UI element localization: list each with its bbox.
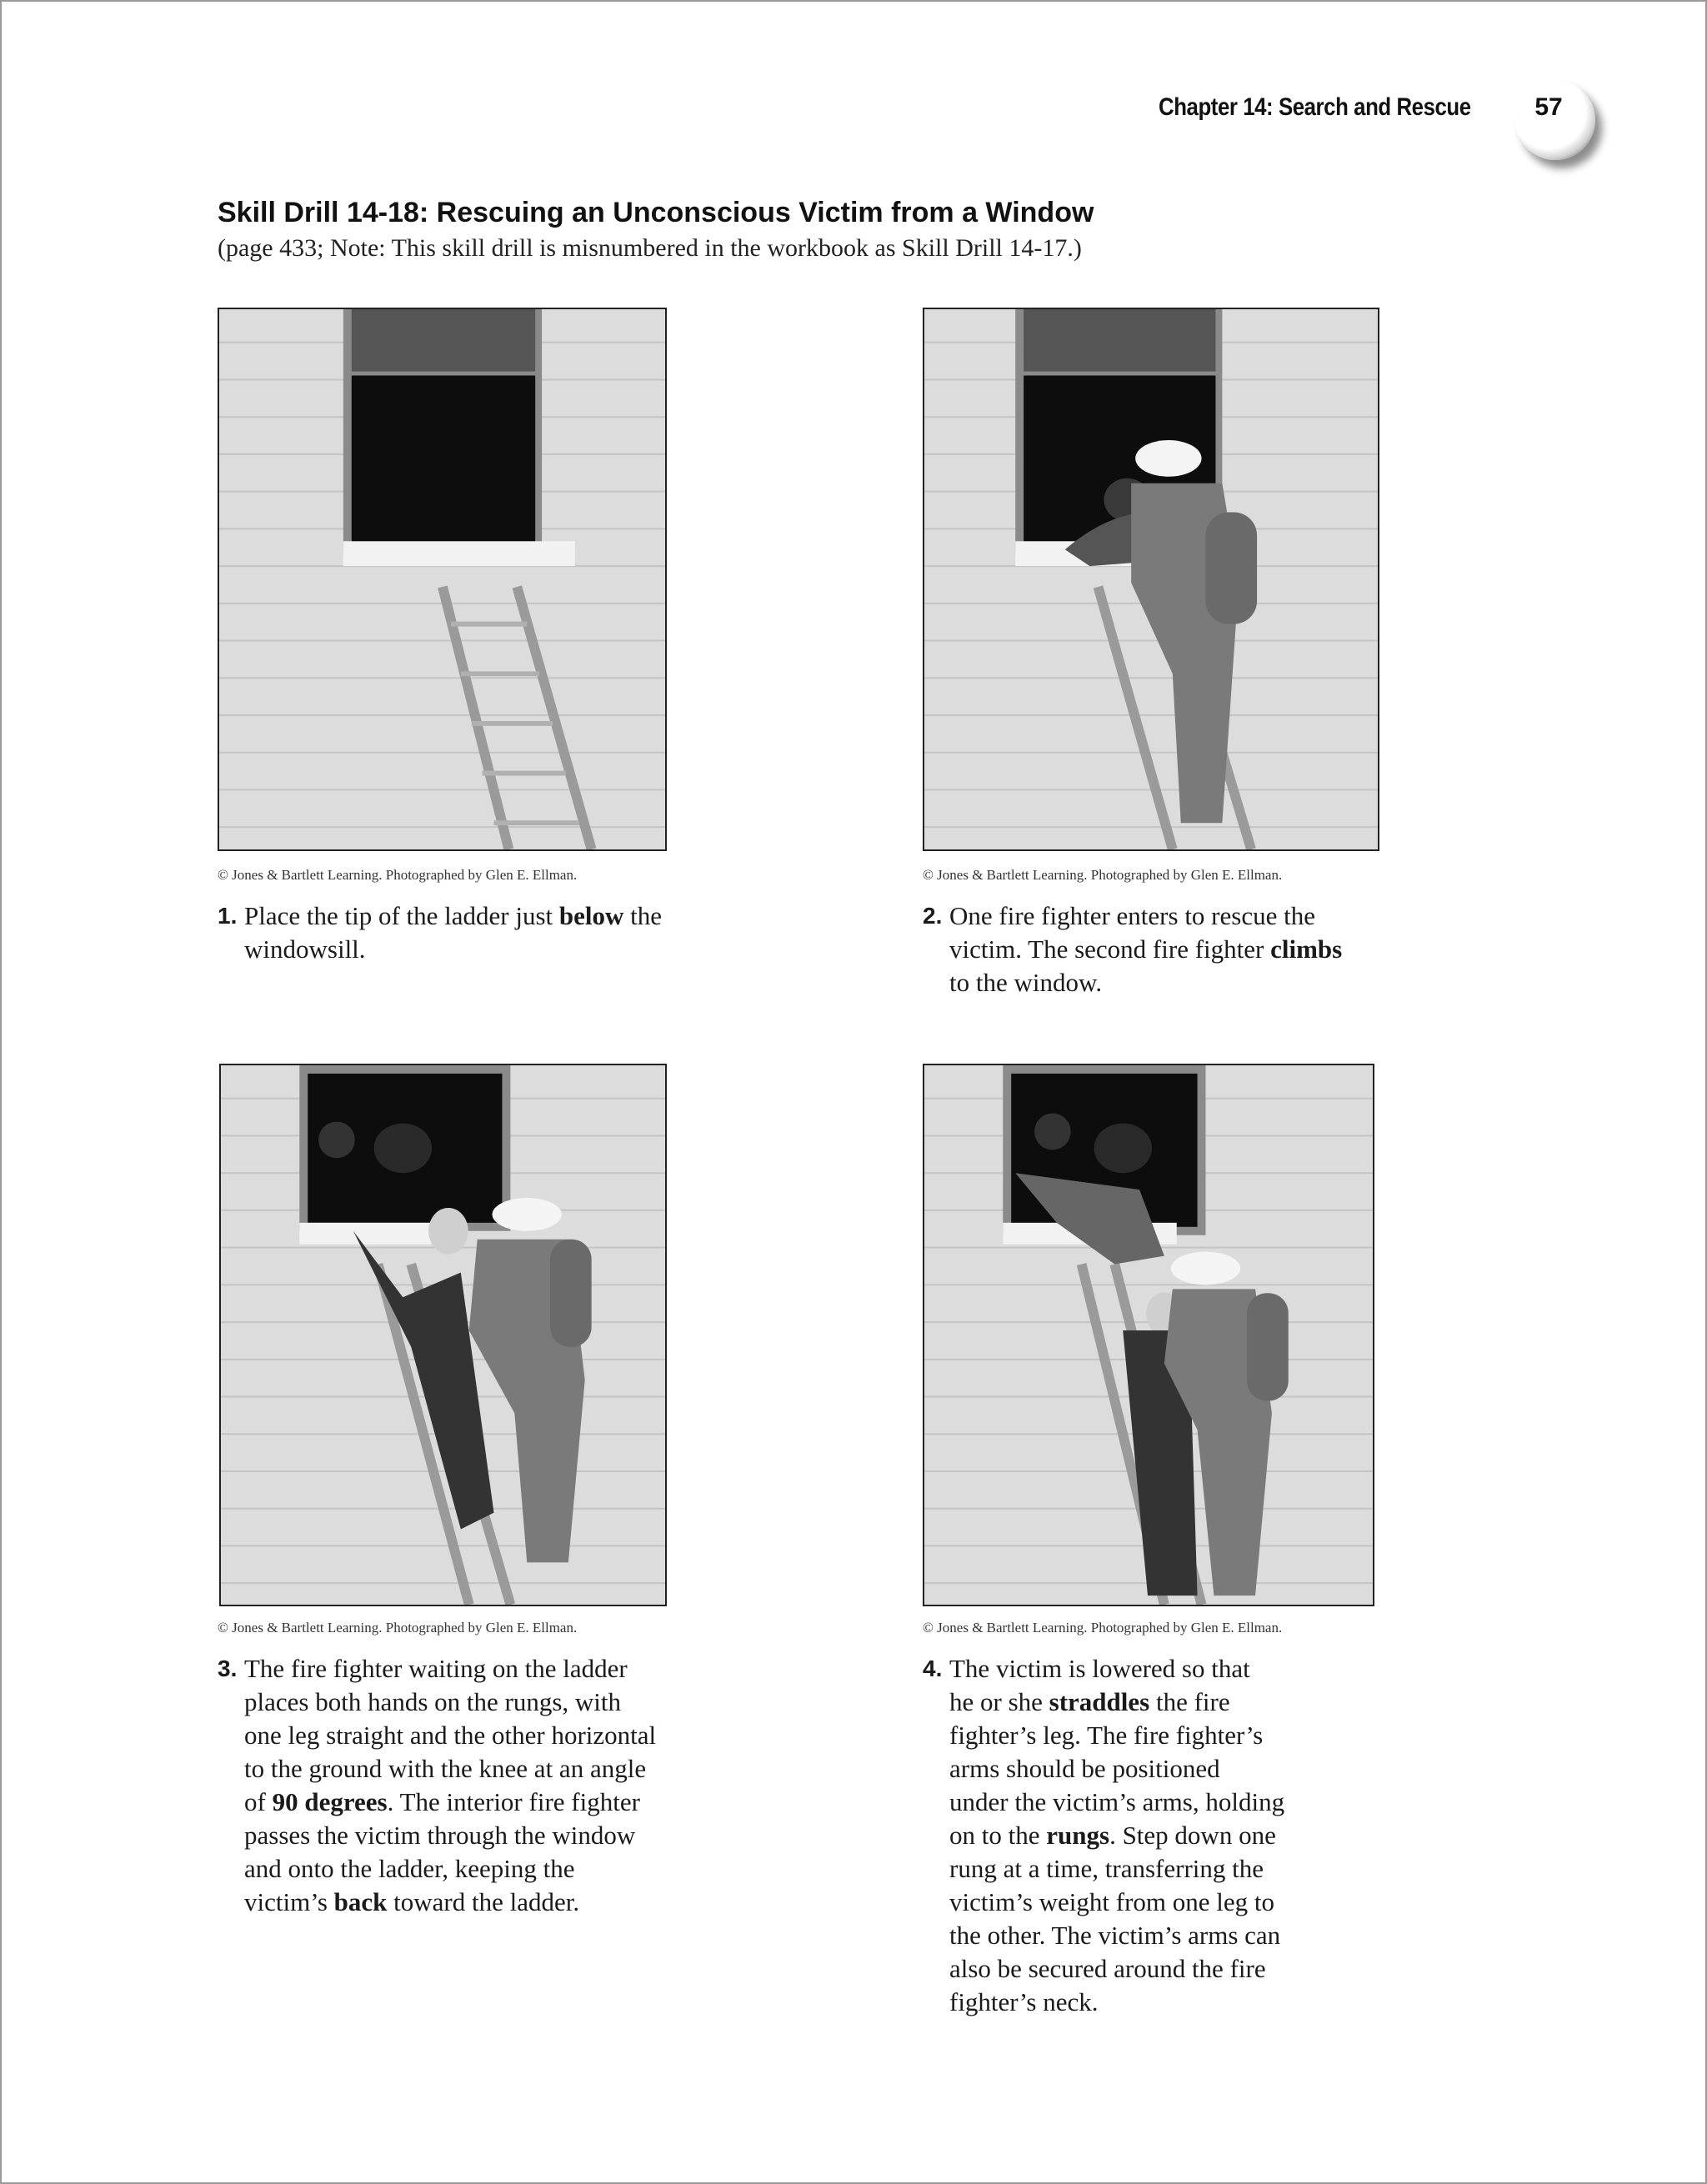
step-text-line — [949, 1952, 1389, 1986]
text-run: to the window. — [949, 968, 1103, 997]
step-text-line — [244, 1752, 718, 1786]
step-2-photo-credit: © Jones & Bartlett Learning. Photographed by Glen E. Ellman. — [923, 867, 1283, 883]
text-run: the fire — [1149, 1687, 1230, 1716]
step-3-photo — [219, 1064, 667, 1606]
emphasized-term: climbs — [1270, 934, 1343, 964]
text-run: passes the victim through the window — [244, 1821, 636, 1850]
step-3-photo-credit: © Jones & Bartlett Learning. Photographed by Glen E. Ellman. — [218, 1620, 578, 1635]
text-run: fighter’s neck. — [949, 1987, 1099, 2016]
step-text-line — [949, 1652, 1389, 1686]
step-text-line — [949, 1852, 1389, 1886]
step-text-line — [949, 933, 1406, 966]
step-text-line — [244, 1786, 718, 1819]
step-text-line — [949, 1886, 1389, 1919]
step-4-photo — [923, 1064, 1374, 1606]
step-text-line — [949, 1786, 1389, 1819]
step-1-photo-credit: © Jones & Bartlett Learning. Photographed by Glen E. Ellman. — [218, 867, 578, 883]
skill-drill-subtitle: (page 433; Note: This skill drill is misnumbered in the workbook as Skill Drill 14-17.) — [218, 234, 1082, 262]
text-run: arms should be positioned — [949, 1754, 1220, 1783]
step-text-line — [949, 1919, 1389, 1952]
text-run: victim’s — [244, 1887, 334, 1916]
step-3-instruction — [218, 1652, 718, 1919]
text-run: rung at a time, transferring the — [949, 1854, 1264, 1883]
step-text-line — [244, 899, 684, 933]
text-run: the — [623, 901, 663, 930]
step-3-text — [244, 1652, 718, 1919]
emphasized-term: 90 degrees — [272, 1787, 388, 1816]
running-header-chapter: Chapter 14: Search and Rescue — [1159, 93, 1471, 121]
step-text-line — [949, 1719, 1389, 1752]
text-run: on to the — [949, 1821, 1047, 1850]
text-run: and onto the ladder, keeping the — [244, 1854, 575, 1883]
step-1-number: 1. — [218, 903, 238, 929]
step-2-instruction — [923, 899, 1406, 999]
text-run: . The interior fire fighter — [387, 1787, 640, 1816]
text-run: one leg straight and the other horizontal — [244, 1721, 657, 1750]
emphasized-term: straddles — [1049, 1687, 1150, 1716]
text-run: under the victim’s arms, holding — [949, 1787, 1285, 1816]
page-number: 57 — [1534, 93, 1563, 121]
skill-drill-title: Skill Drill 14-18: Rescuing an Unconscious Victim from a Window — [218, 197, 1094, 228]
text-run: The victim is lowered so that — [949, 1654, 1250, 1683]
text-run: One fire fighter enters to rescue the — [949, 901, 1315, 930]
text-run: he or she — [949, 1687, 1049, 1716]
step-text-line — [244, 1852, 718, 1886]
step-4-instruction — [923, 1652, 1389, 2019]
step-3-number: 3. — [218, 1656, 238, 1681]
step-2-text — [949, 899, 1406, 999]
step-text-line — [949, 1986, 1389, 2019]
text-run: places both hands on the rungs, with — [244, 1687, 622, 1716]
step-4-photo-credit: © Jones & Bartlett Learning. Photographed by Glen E. Ellman. — [923, 1620, 1283, 1635]
step-text-line — [949, 899, 1406, 933]
emphasized-term: rungs — [1046, 1821, 1110, 1850]
text-run: the other. The victim’s arms can — [949, 1921, 1281, 1950]
step-text-line — [949, 966, 1406, 999]
text-run: The fire fighter waiting on the ladder — [244, 1654, 628, 1683]
step-4-text — [949, 1652, 1389, 2019]
step-text-line — [244, 1819, 718, 1852]
step-1-instruction — [218, 899, 684, 966]
step-2-number: 2. — [923, 903, 943, 929]
step-text-line — [949, 1752, 1389, 1786]
step-text-line — [949, 1819, 1389, 1852]
emphasized-term: below — [558, 901, 624, 930]
text-run: toward the ladder. — [387, 1887, 580, 1916]
text-run: windowsill. — [244, 934, 366, 964]
emphasized-term: back — [333, 1887, 388, 1916]
step-2-photo — [923, 308, 1379, 851]
text-run: to the ground with the knee at an angle — [244, 1754, 647, 1783]
text-run: of — [244, 1787, 273, 1816]
step-text-line — [949, 1686, 1389, 1719]
step-text-line — [244, 1886, 718, 1919]
text-run: victim. The second fire fighter — [949, 934, 1271, 964]
step-text-line — [244, 933, 684, 966]
text-run: victim’s weight from one leg to — [949, 1887, 1275, 1916]
step-4-number: 4. — [923, 1656, 943, 1681]
text-run: . Step down one — [1109, 1821, 1276, 1850]
step-text-line — [244, 1652, 718, 1686]
text-run: fighter’s leg. The fire fighter’s — [949, 1721, 1264, 1750]
step-1-text — [244, 899, 684, 966]
text-run: also be secured around the fire — [949, 1954, 1266, 1983]
step-text-line — [244, 1686, 718, 1719]
text-run: Place the tip of the ladder just — [244, 901, 559, 930]
step-1-photo — [218, 308, 667, 851]
step-text-line — [244, 1719, 718, 1752]
